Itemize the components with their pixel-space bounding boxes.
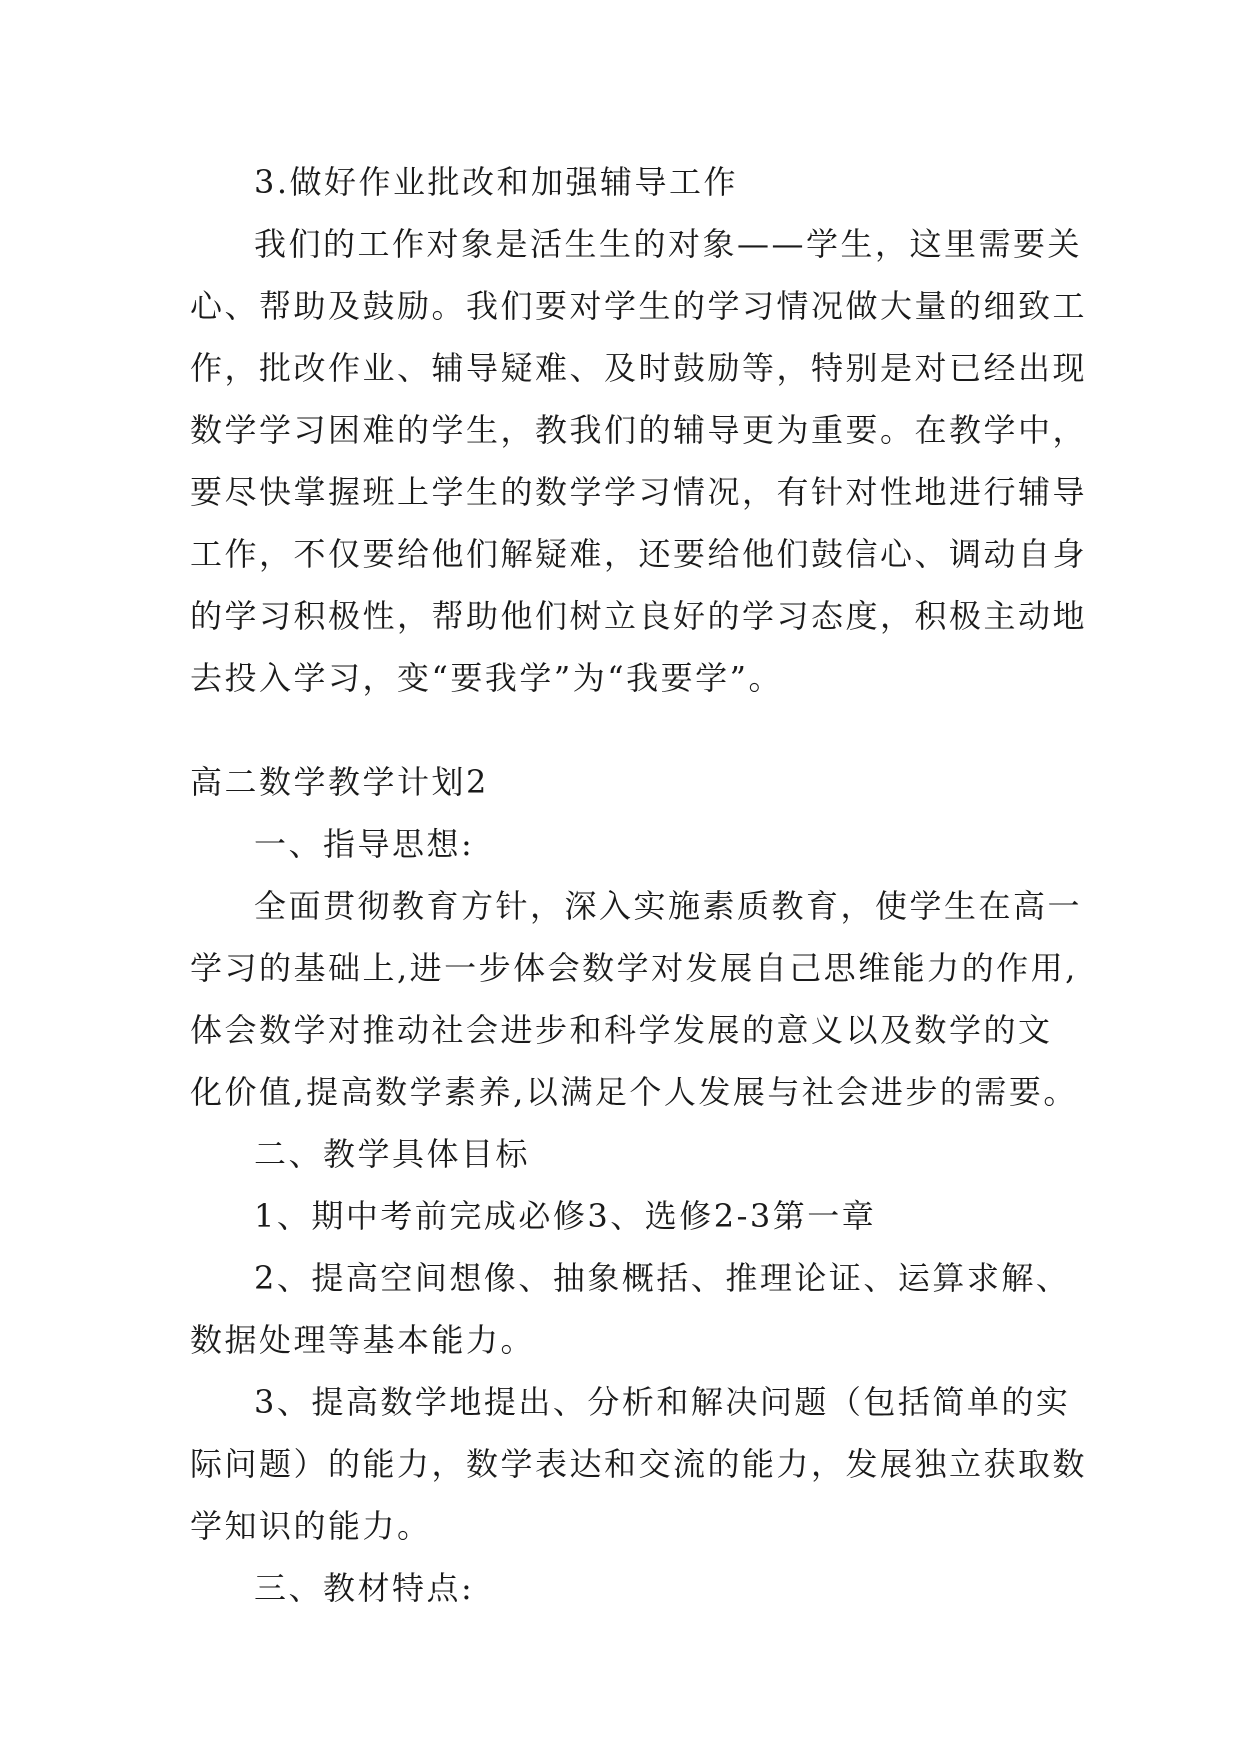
goal-item-3: 3、提高数学地提出、分析和解决问题（包括简单的实 <box>254 1383 1071 1421</box>
goal-item-1: 1、期中考前完成必修3、选修2-3第一章 <box>254 1197 877 1235</box>
paragraph-line: 体会数学对推动社会进步和科学发展的意义以及数学的文 <box>190 1011 1053 1049</box>
paragraph-line: 化价值,提高数学素养,以满足个人发展与社会进步的需要。 <box>190 1073 1078 1111</box>
section-heading-textbook: 三、教材特点: <box>254 1569 475 1607</box>
goal-item-3-cont: 际问题）的能力，数学表达和交流的能力，发展独立获取数 <box>190 1445 1088 1483</box>
paragraph-line: 数学学习困难的学生，教我们的辅导更为重要。在教学中， <box>190 411 1088 449</box>
section-heading-homework: 3.做好作业批改和加强辅导工作 <box>254 163 739 201</box>
paragraph-line: 作，批改作业、辅导疑难、及时鼓励等，特别是对已经出现 <box>190 349 1088 387</box>
paragraph-line: 全面贯彻教育方针，深入实施素质教育，使学生在高一 <box>254 887 1083 925</box>
paragraph-line: 学习的基础上,进一步体会数学对发展自己思维能力的作用, <box>190 949 1078 987</box>
paragraph-line: 心、帮助及鼓励。我们要对学生的学习情况做大量的细致工 <box>190 287 1088 325</box>
section-heading-goals: 二、教学具体目标 <box>254 1135 531 1173</box>
goal-item-3-cont: 学知识的能力。 <box>190 1507 432 1545</box>
section-heading-guiding: 一、指导思想: <box>254 825 475 863</box>
paragraph-line: 的学习积极性，帮助他们树立良好的学习态度，积极主动地 <box>190 597 1088 635</box>
document-title: 高二数学教学计划2 <box>190 763 489 801</box>
goal-item-2: 2、提高空间想像、抽象概括、推理论证、运算求解、 <box>254 1259 1071 1297</box>
paragraph-line: 工作，不仅要给他们解疑难，还要给他们鼓信心、调动自身 <box>190 535 1088 573</box>
paragraph-line: 我们的工作对象是活生生的对象——学生，这里需要关 <box>254 225 1083 263</box>
goal-item-2-cont: 数据处理等基本能力。 <box>190 1321 536 1359</box>
paragraph-line: 要尽快掌握班上学生的数学学习情况，有针对性地进行辅导 <box>190 473 1088 511</box>
paragraph-line: 去投入学习，变“要我学”为“我要学”。 <box>190 659 783 697</box>
